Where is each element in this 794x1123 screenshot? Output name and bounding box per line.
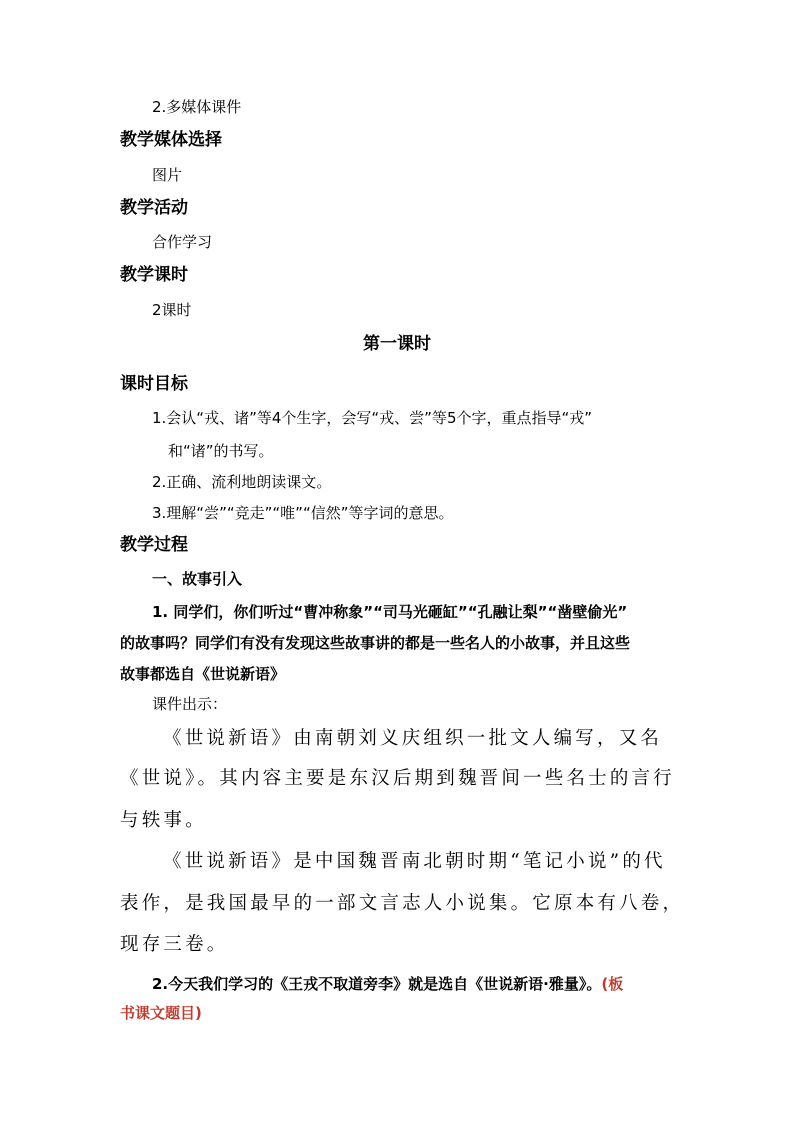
process-step-title: 一、故事引入 — [152, 570, 243, 588]
courseware-quote1-line-3: 与轶事。 — [120, 810, 207, 831]
materials-item-multimedia: 2.多媒体课件 — [152, 98, 242, 116]
goal-item-2: 2.正确、流利地朗读课文。 — [152, 473, 332, 491]
board-note-start: (板 — [601, 975, 624, 993]
board-note-end: 书课文题目) — [120, 1004, 202, 1022]
courseware-label: 课件出示： — [152, 695, 228, 713]
lesson-title: 第一课时 — [363, 334, 431, 354]
section-heading-media: 教学媒体选择 — [120, 130, 222, 150]
process-para1-line-3: 故事都选自《世说新语》 — [120, 665, 286, 683]
process-para1-line-2: 的故事吗？同学们有没有发现这些故事讲的都是一些名人的小故事，并且这些 — [120, 634, 631, 652]
section-content-media: 图片 — [152, 166, 183, 184]
process-para2-line-1 — [152, 974, 623, 994]
section-content-hours: 2课时 — [152, 301, 192, 319]
goal-item-1-line-1: 1.会认“戎、诸”等4个生字，会写“戎、尝”等5个字，重点指导“戎” — [152, 409, 593, 427]
courseware-quote1-line-1: 《世说新语》由南朝刘义庆组织一批文人编写，又名 — [163, 728, 663, 749]
process-heading: 教学过程 — [120, 535, 188, 555]
process-para2-main: 2.今天我们学习的《王戎不取道旁李》就是选自《世说新语·雅量》。 — [152, 975, 602, 993]
goal-item-1-line-2: 和“诸”的书写。 — [168, 442, 274, 460]
courseware-quote2-line-3: 现存三卷。 — [120, 934, 229, 955]
process-para1-line-1: 1. 同学们，你们听过“曹冲称象”“司马光砸缸”“孔融让梨”“凿壁偷光” — [152, 603, 628, 621]
courseware-quote2-line-1: 《世说新语》是中国魏晋南北朝时期“笔记小说”的代 — [163, 851, 666, 872]
goal-item-3: 3.理解“尝”“竞走”“唯”“信然”等字词的意思。 — [152, 504, 454, 522]
section-heading-activity: 教学活动 — [120, 198, 188, 218]
section-content-activity: 合作学习 — [152, 233, 213, 251]
courseware-quote2-line-2: 表作，是我国最早的一部文言志人小说集。它原本有八卷， — [120, 893, 685, 914]
goals-heading: 课时目标 — [120, 374, 188, 394]
courseware-quote1-line-2: 《世说》。其内容主要是东汉后期到魏晋间一些名士的言行 — [120, 768, 675, 789]
section-heading-hours: 教学课时 — [120, 265, 188, 285]
